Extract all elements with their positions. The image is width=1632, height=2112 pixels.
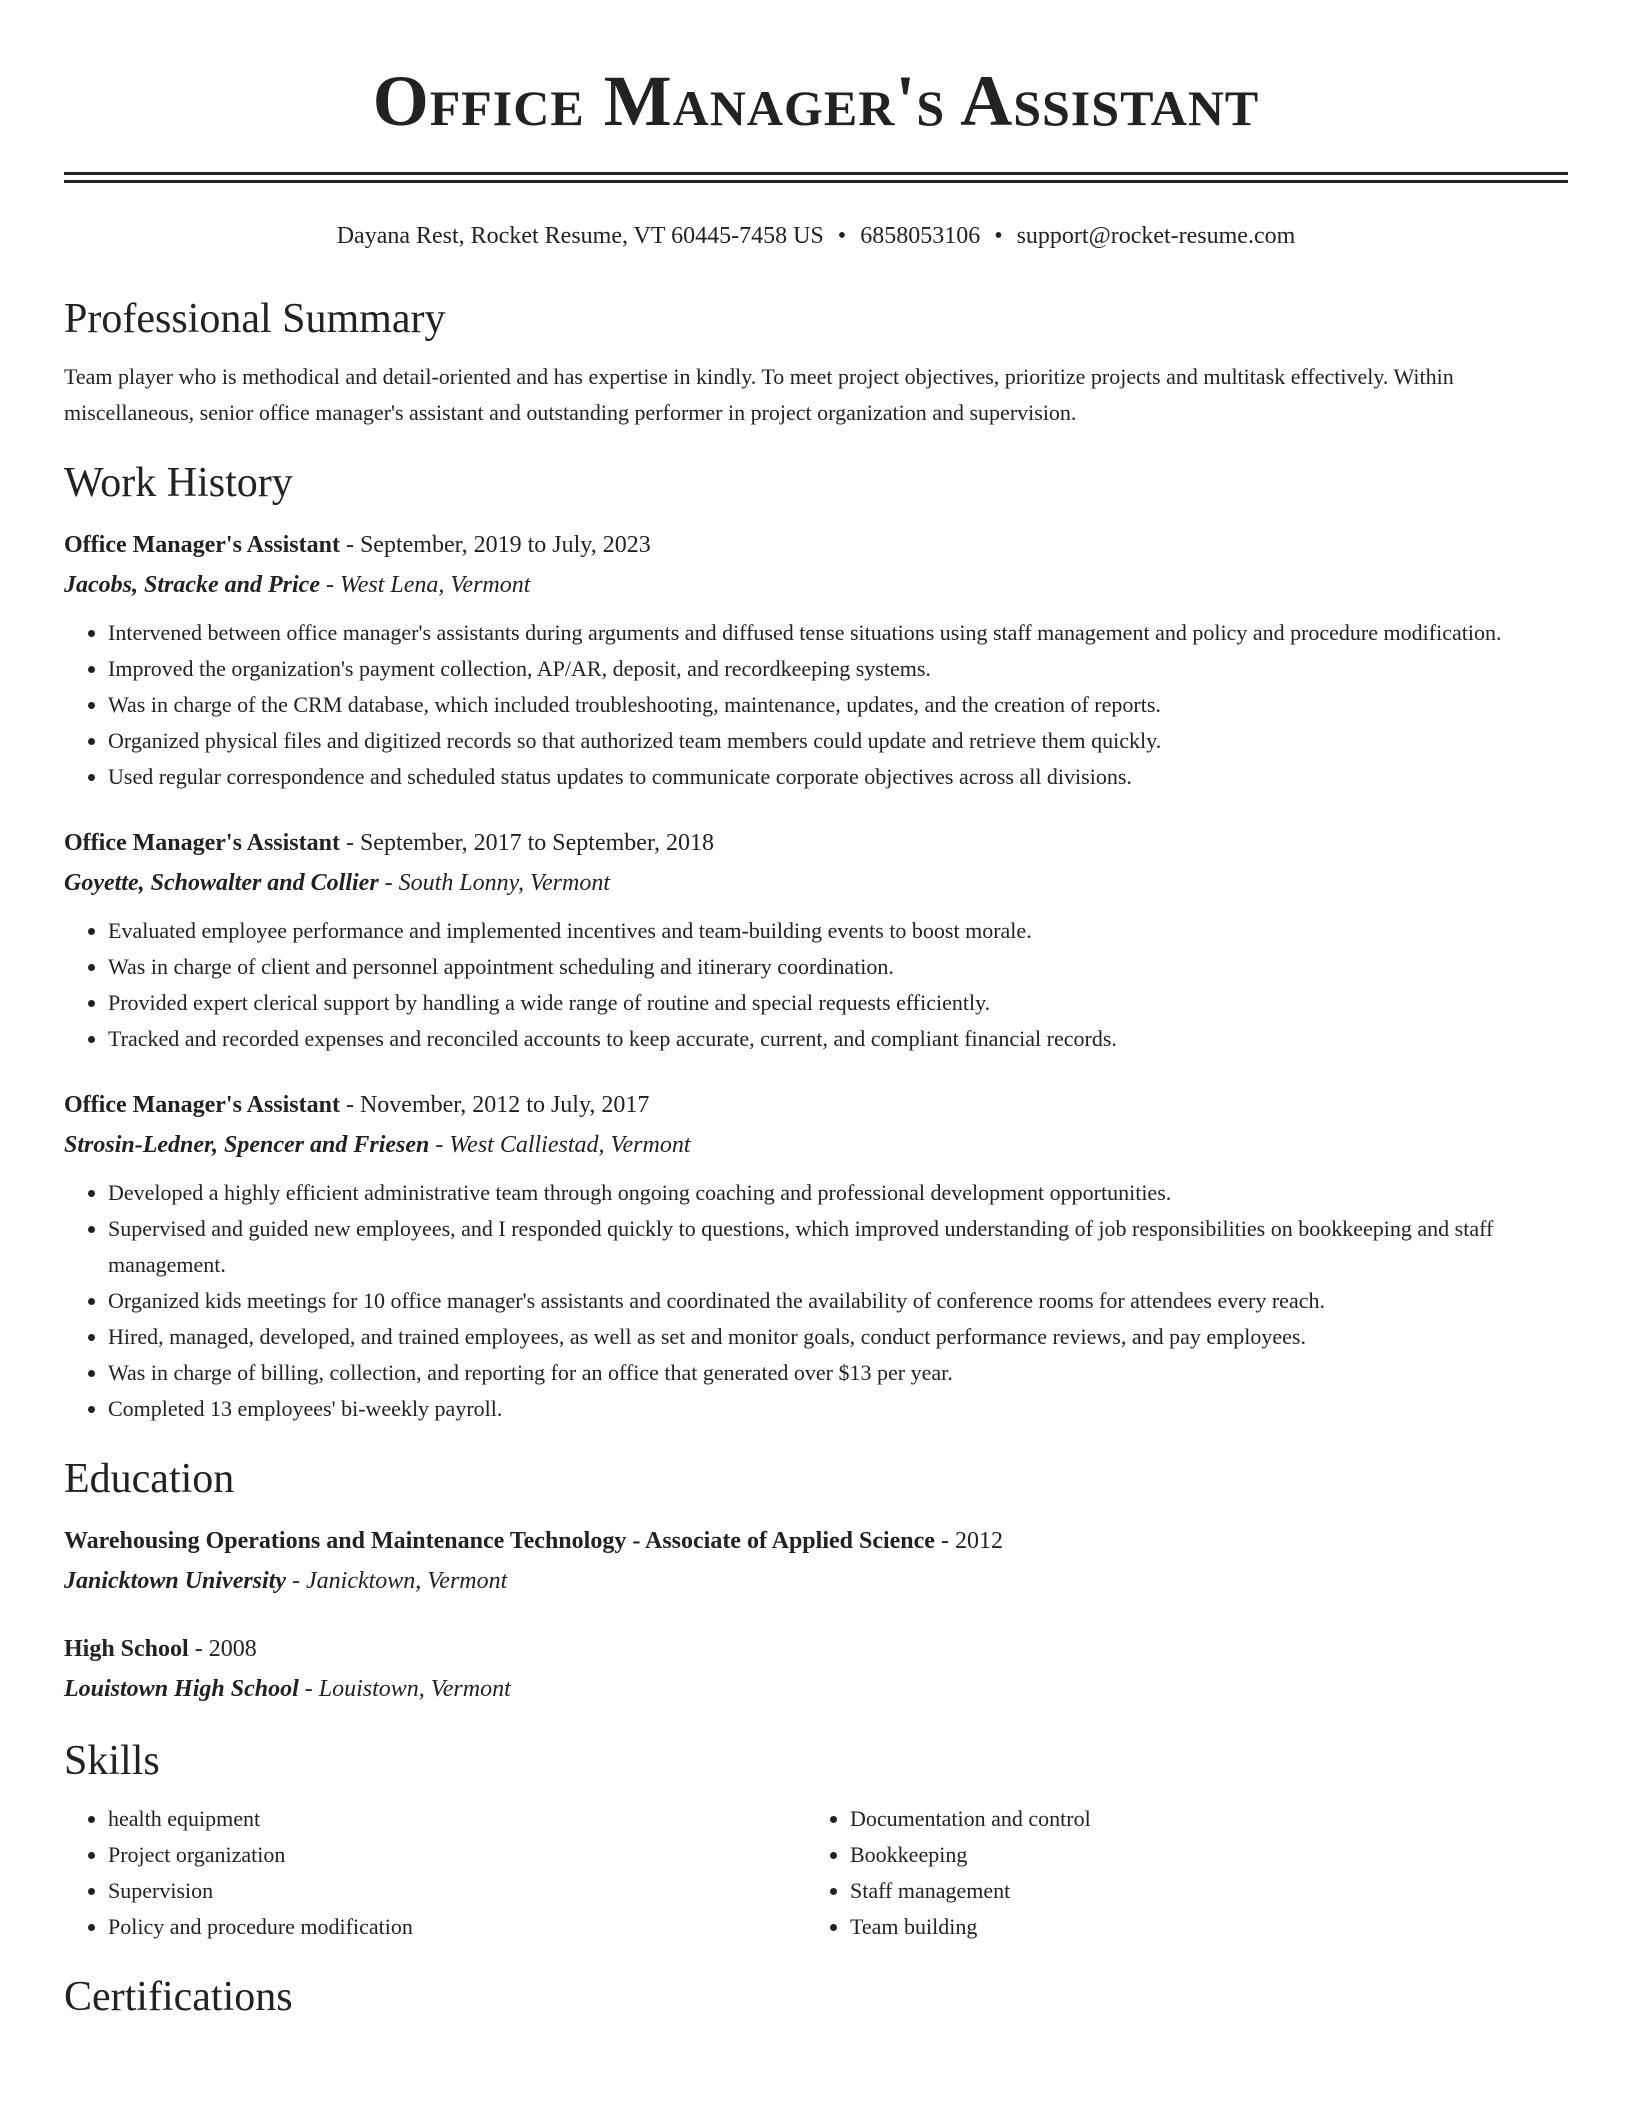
job-role: Office Manager's Assistant [64,1092,340,1118]
job-company-line [64,1125,1568,1165]
education-degree-line [64,1629,1568,1669]
job-location: - West Calliestad, Vermont [429,1132,691,1158]
summary-text: Team player who is methodical and detail-oriented and has expertise in kindly. To meet project objectives, prioritize projects and multitask effectively. Within miscellaneous, senior office manager's assistant and outstanding performer in project organization and supervision. [64,364,1454,425]
education-school: Louistown High School [64,1676,299,1702]
job-entry [64,1085,1568,1427]
job-role: Office Manager's Assistant [64,830,340,856]
job-company: Strosin-Ledner, Spencer and Friesen [64,1132,430,1158]
work-history-section [64,457,1568,1427]
job-bullet: • Improved the organization's payment collection, AP/AR, deposit, and recordkeeping systems. [108,651,1568,687]
job-bullet: • Was in charge of client and personnel appointment scheduling and itinerary coordination. [108,949,1568,985]
work-history-heading: Work History [64,460,293,506]
education-entry [64,1629,1568,1709]
skills-left-column [64,1801,806,1945]
job-bullets [64,615,1568,795]
summary-section [64,293,1568,431]
job-company-line [64,863,1568,903]
education-location: - Louistown, Vermont [298,1676,511,1702]
job-company: Jacobs, Stracke and Price [64,572,320,598]
job-bullets [64,1175,1568,1427]
education-year: - 2008 [188,1636,257,1662]
job-company: Goyette, Schowalter and Collier [64,870,379,896]
job-bullet: • Was in charge of billing, collection, and reporting for an office that generated over $13 per year. [108,1355,1568,1391]
job-bullet: • Organized kids meetings for 10 office manager's assistants and coordinated the availability of conference rooms for attendees every reach. [108,1283,1568,1319]
job-bullet: • Completed 13 employees' bi-weekly payroll. [108,1391,1568,1427]
job-bullet: • Tracked and recorded expenses and reconciled accounts to keep accurate, current, and compliant financial records. [108,1021,1568,1057]
skill-item: • Policy and procedure modification [108,1909,806,1945]
skill-item: • health equipment [108,1801,806,1837]
job-bullet: • Evaluated employee performance and implemented incentives and team-building events to boost morale. [108,913,1568,949]
skill-item: • Supervision [108,1873,806,1909]
contact-phone: 6858053106 [860,223,981,249]
job-bullet: • Organized physical files and digitized records so that authorized team members could update and retrieve them quickly. [108,723,1568,759]
job-location: - West Lena, Vermont [319,572,531,598]
education-degree: High School [64,1636,189,1662]
contact-address: Dayana Rest, Rocket Resume, VT 60445-7458 US [336,223,824,249]
education-section [64,1453,1568,1709]
contact-separator: • [994,223,1003,249]
contact-separator: • [837,223,847,249]
job-entry [64,823,1568,1057]
job-bullets [64,913,1568,1057]
job-title-line [64,823,1568,863]
skill-item: • Documentation and control [850,1801,1548,1837]
job-dates: - November, 2012 to July, 2017 [339,1092,650,1118]
job-bullet: • Provided expert clerical support by handling a wide range of routine and special requests efficiently. [108,985,1568,1021]
skill-item: • Staff management [850,1873,1548,1909]
skills-right-column [806,1801,1548,1945]
skills-grid [64,1801,1568,1945]
skill-item: • Team building [850,1909,1548,1945]
job-role: Office Manager's Assistant [64,532,340,558]
job-title-line [64,1085,1568,1125]
contact-line [64,219,1568,253]
job-bullet: • Supervised and guided new employees, and I responded quickly to questions, which improved understanding of job responsibilities on bookkeeping and staff management. [108,1211,1568,1283]
skill-item: • Project organization [108,1837,806,1873]
contact-email: support@rocket-resume.com [1016,223,1296,249]
job-entry [64,525,1568,795]
skills-heading: Skills [64,1738,160,1784]
job-bullet: • Was in charge of the CRM database, which included troubleshooting, maintenance, updates, and the creation of reports. [108,687,1568,723]
skills-section [64,1735,1568,1945]
education-entry [64,1521,1568,1601]
education-degree-line [64,1521,1568,1561]
education-school-line [64,1561,1568,1601]
skill-item: • Bookkeeping [850,1837,1548,1873]
education-heading: Education [64,1456,235,1502]
education-year: - 2012 [934,1528,1003,1554]
job-dates: - September, 2017 to September, 2018 [339,830,714,856]
summary-heading: Professional Summary [64,296,446,342]
job-bullet: • Developed a highly efficient administrative team through ongoing coaching and professional development opportunities. [108,1175,1568,1211]
job-bullet: • Used regular correspondence and scheduled status updates to communicate corporate objectives across all divisions. [108,759,1568,795]
certifications-section [64,1971,1568,2023]
job-dates: - September, 2019 to July, 2023 [339,532,651,558]
job-company-line [64,565,1568,605]
education-degree: Warehousing Operations and Maintenance Technology - Associate of Applied Science [64,1528,935,1554]
header-double-rule [64,172,1568,183]
education-school: Janicktown University [64,1568,287,1594]
education-location: - Janicktown, Vermont [286,1568,508,1594]
resume-name: Office Manager's Assistant [372,61,1260,141]
job-title-line [64,525,1568,565]
education-school-line [64,1669,1568,1709]
certifications-heading: Certifications [64,1974,293,2020]
job-bullet: • Hired, managed, developed, and trained employees, as well as set and monitor goals, conduct performance reviews, and pay employees. [108,1319,1568,1355]
job-location: - South Lonny, Vermont [378,870,610,896]
job-bullet: • Intervened between office manager's assistants during arguments and diffused tense situations using staff management and policy and procedure modification. [108,615,1568,651]
